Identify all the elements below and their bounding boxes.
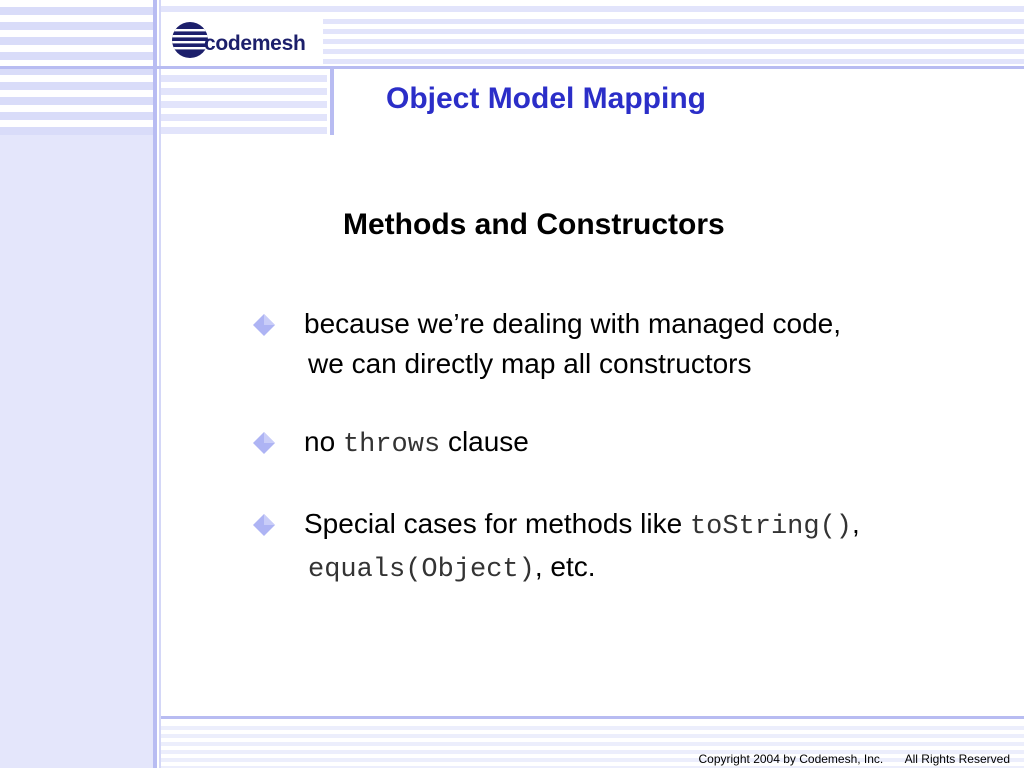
footer <box>699 752 1011 766</box>
title-vertical-rule <box>330 69 334 135</box>
code-method: toString() <box>689 512 852 542</box>
diamond-bullet-icon <box>252 513 276 537</box>
title-left-stripes <box>161 69 327 135</box>
bullet-item <box>252 304 1002 384</box>
bullet-text: , etc. <box>534 551 596 582</box>
bullet-text-line: we can directly map all constructors <box>308 348 752 379</box>
bullet-item <box>252 504 1002 590</box>
bullet-item <box>252 422 1002 465</box>
logo-text: codemesh <box>204 32 306 55</box>
copyright-text: Copyright 2004 by Codemesh, Inc. <box>698 752 884 766</box>
diamond-bullet-icon <box>252 431 276 455</box>
bullet-text: no <box>304 426 336 457</box>
bullet-text: Special cases for methods like <box>304 508 683 539</box>
section-subtitle: Methods and Constructors <box>343 208 725 241</box>
rights-text: All Rights Reserved <box>904 752 1010 766</box>
bullet-text: clause <box>447 426 529 457</box>
bullet-text-line: because we’re dealing with managed code, <box>304 308 842 339</box>
code-keyword: throws <box>342 430 441 460</box>
header-stripes <box>323 14 1024 68</box>
codemesh-logo <box>170 20 305 60</box>
code-method: equals(Object) <box>308 555 535 585</box>
slide-title: Object Model Mapping <box>386 82 706 115</box>
header-rule <box>0 66 1024 69</box>
footer-rule <box>161 716 1024 719</box>
top-stripes <box>161 0 1024 14</box>
left-vertical-rule <box>153 0 157 768</box>
bullet-separator: , <box>852 508 860 539</box>
diamond-bullet-icon <box>252 313 276 337</box>
